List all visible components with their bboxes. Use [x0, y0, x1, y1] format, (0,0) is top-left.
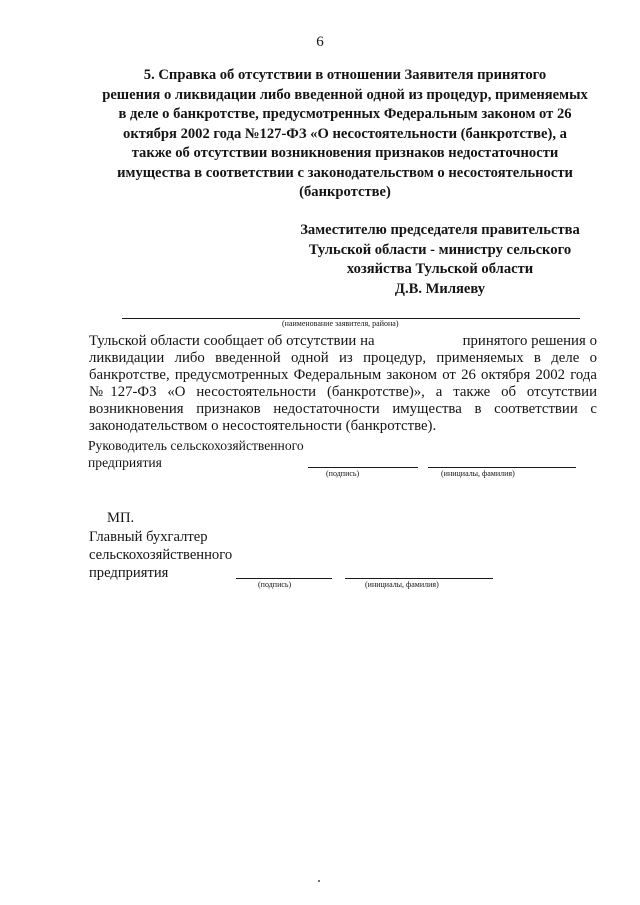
- body-paragraph: [89, 333, 597, 435]
- document-title: [92, 66, 598, 203]
- title-line: решения о ликвидации либо введенной одной из процедур, применяемых: [102, 86, 588, 103]
- accountant-name-line: [345, 578, 493, 579]
- addressee-line: Тульской области - министру сельского: [308, 241, 572, 258]
- head-role-line1: Руководитель сельскохозяйственного: [88, 438, 304, 453]
- applicant-caption: (наименование заявителя, района): [282, 319, 399, 328]
- page-number: 6: [316, 34, 324, 50]
- title-line: октября 2002 года №127-ФЗ «О несостоятельности (банкротстве), а: [123, 125, 567, 142]
- accountant-signature-caption: (подпись): [258, 580, 292, 589]
- head-role-line2: предприятия: [88, 455, 162, 470]
- body-line: ликвидации либо введенной одной из процедур, применяемых в деле о: [89, 350, 597, 366]
- scan-speck: [318, 880, 320, 882]
- title-line: 5. Справка об отсутствии в отношении Заявителя принятого: [143, 67, 547, 83]
- body-line: законодательством о несостоятельности (банкротстве).: [89, 418, 437, 434]
- body-line: №127-ФЗ «О несостоятельности (банкротстве)», а также об отсутствии: [89, 384, 597, 400]
- addressee-block: [270, 221, 610, 299]
- head-name-line: [428, 467, 576, 468]
- title-line: (банкротстве): [299, 184, 391, 200]
- body-line-part: принятого решения о: [462, 333, 597, 349]
- title-line: имущества в соответствии с законодательством о несостоятельности: [117, 164, 573, 181]
- accountant-role-line3: предприятия: [89, 565, 169, 581]
- accountant-role-line1: Главный бухгалтер: [89, 529, 208, 545]
- title-line: также об отсутствии возникновения признаков недостаточности: [131, 145, 559, 161]
- title-line: в деле о банкротстве, предусмотренных Федеральным законом от 26: [118, 106, 572, 122]
- accountant-role-line2: сельскохозяйственного: [89, 547, 233, 563]
- head-name-caption: (инициалы, фамилия): [441, 469, 515, 478]
- body-line-part: Тульской области сообщает об отсутствии на: [89, 333, 375, 349]
- addressee-line: Д.В. Миляеву: [394, 280, 486, 297]
- stamp-label: МП.: [107, 510, 135, 526]
- accountant-name-caption: (инициалы, фамилия): [365, 580, 439, 589]
- body-line: [89, 333, 597, 350]
- head-signature-caption: (подпись): [326, 469, 360, 478]
- body-line: банкротстве, предусмотренных Федеральным законом от 26 октября 2002 года: [89, 367, 597, 383]
- addressee-line: Заместителю председателя правительства: [300, 222, 580, 238]
- head-signature-line: [308, 467, 418, 468]
- accountant-signature-line: [236, 578, 332, 579]
- body-line: возникновения признаков недостаточности имущества в соответствии с: [89, 401, 597, 417]
- addressee-line: хозяйства Тульской области: [346, 261, 534, 277]
